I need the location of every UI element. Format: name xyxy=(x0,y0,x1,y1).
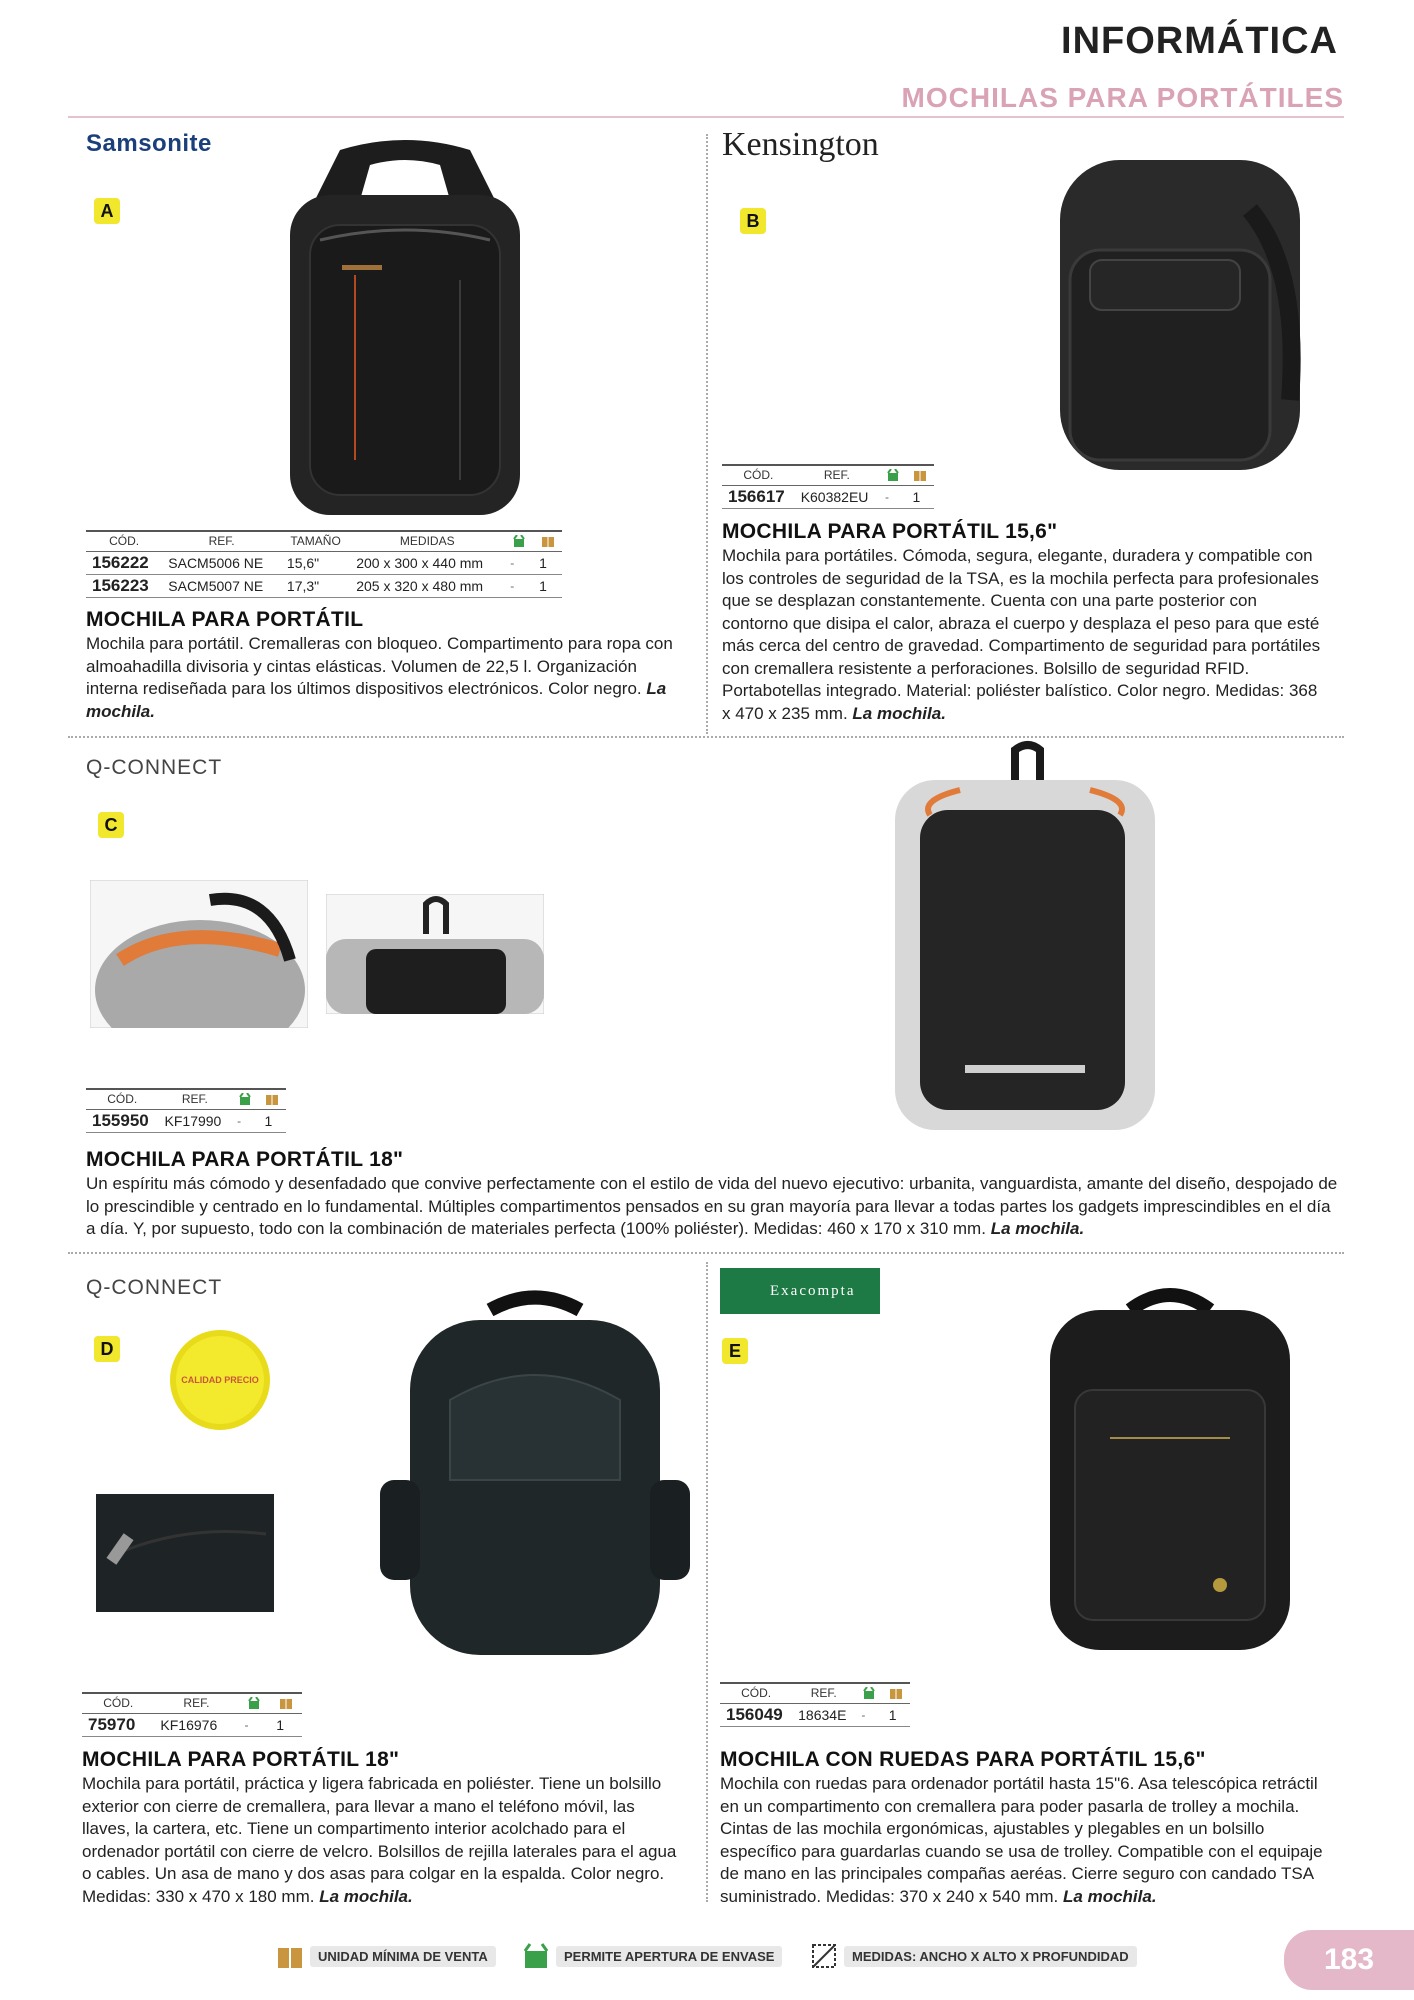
page-number: 183 xyxy=(1284,1930,1414,1990)
brand-logo-qconnect: Q-CONNECT xyxy=(86,756,223,779)
product-image-backpack-d xyxy=(380,1290,690,1660)
product-badge: E xyxy=(722,1338,748,1364)
table-row: 156049 18634E - 1 xyxy=(720,1703,910,1726)
product-description-b: Mochila para portátiles. Cómoda, segura, elegante, duradera y compatible con los controles de seguridad de la TSA, es la mochila perfecta para profesionales que se desplazan constantemente. Cuenta con una parte posterior con contorno que disipa el calor, abraza el cuerpo y desplaza el peso para que esté más cerca del centro de gravedad. Compartimento de seguridad para portátiles con cremallera resistente a perforaciones. Bolsillo de seguridad RFID. Portabotellas integrado. Material: poliéster balístico. Color negro. Medidas: 368 x 470 x 235 mm. La mochila. xyxy=(722,546,1321,723)
col-open-pack xyxy=(504,531,533,551)
col-size: TAMAÑO xyxy=(281,531,350,551)
product-title-c: MOCHILA PARA PORTÁTIL 18" xyxy=(86,1148,404,1171)
subcategory-title: MOCHILAS PARA PORTÁTILES xyxy=(901,82,1344,113)
header-divider xyxy=(68,116,1344,118)
box-icon xyxy=(541,535,555,548)
product-image-backpack-b xyxy=(1040,150,1320,470)
product-description-e: Mochila con ruedas para ordenador portátil hasta 15"6. Asa telescópica retráctil en un compartimento con cremallera para poder pasarla de trolley a mochila. Cintas de las mochila ergonómicas, ajustables y plegables en un bolsillo específico para guardarlas cuando se usa de trolley. Compatible con el equipaje de mano en las principales compañas aeréas. Cierre seguro con candado TSA suministrado. Medidas: 370 x 240 x 540 mm. La mochila. xyxy=(720,1774,1323,1906)
product-description-c: Un espíritu más cómodo y desenfadado que convive perfectamente con el estilo de vida del nuevo ejecutivo: urbanita, vanguardista, amante del diseño, despojado de lo prescindible y centrado en lo fundamental. Múltiples compartimentos pensados en su gran mayoría para llevar a todas partes los gadgets imprescindibles en el día a día. Y, por supuesto, todo con la combinación de materiales perfecta (100% poliéster). Medidas: 460 x 170 x 310 mm. La mochila. xyxy=(86,1174,1338,1238)
product-title-b: MOCHILA PARA PORTÁTIL 15,6" xyxy=(722,520,1058,543)
table-row: 156617 K60382EU - 1 xyxy=(722,485,934,508)
product-image-backpack-c xyxy=(880,740,1170,1140)
open-pack-icon xyxy=(886,469,900,482)
product-description-d: Mochila para portátil, práctica y ligera fabricada en poliéster. Tiene un bolsillo exterior con cierre de cremallera, para llevar a mano el teléfono móvil, las llaves, la cartera, etc. Tiene un compartimento interior acolchado para el ordenador portátil con cierre de velcro. Bolsillos de rejilla laterales para el agua o cables. Un asa de mano y dos asas para colgar en la espalda. Color negro. Medidas: 330 x 470 x 180 mm. La mochila. xyxy=(82,1774,677,1906)
product-badge: D xyxy=(94,1336,120,1362)
brand-logo-kensington: Kensington xyxy=(722,126,879,163)
box-icon xyxy=(265,1093,279,1106)
legend-open-pack: PERMITE APERTURA DE ENVASE xyxy=(522,1942,782,1970)
product-badge: A xyxy=(94,198,120,224)
column-divider xyxy=(706,1262,708,1902)
open-pack-icon xyxy=(512,535,526,548)
product-detail-image-c1 xyxy=(90,880,308,1028)
box-icon xyxy=(279,1697,293,1710)
product-table-b: CÓD. REF. 156617 K60382EU - 1 xyxy=(722,464,934,509)
quality-price-seal: CALIDAD PRECIO xyxy=(170,1330,270,1430)
product-table-a xyxy=(86,530,562,598)
col-min-unit xyxy=(533,531,562,551)
section-divider xyxy=(68,736,1344,738)
table-row: 155950 KF17990 - 1 xyxy=(86,1109,286,1132)
product-table-c: CÓD. REF. 155950 KF17990 - 1 xyxy=(86,1088,286,1133)
open-pack-icon xyxy=(522,1942,550,1970)
product-title-d: MOCHILA PARA PORTÁTIL 18" xyxy=(82,1748,400,1771)
open-pack-icon xyxy=(247,1697,261,1710)
section-divider xyxy=(68,1252,1344,1254)
product-badge: C xyxy=(98,812,124,838)
product-table-e: CÓD. REF. 156049 18634E - 1 xyxy=(720,1682,910,1727)
box-icon xyxy=(889,1687,903,1700)
table-row: 156223 SACM5007 NE 17,3" 205 x 320 x 480 mm - 1 xyxy=(86,574,562,597)
product-title-e: MOCHILA CON RUEDAS PARA PORTÁTIL 15,6" xyxy=(720,1748,1206,1771)
brand-logo-qconnect: Q-CONNECT xyxy=(86,1276,223,1299)
product-badge: B xyxy=(740,208,766,234)
product-detail-image-c2 xyxy=(326,894,544,1014)
product-description-a: Mochila para portátil. Cremalleras con bloqueo. Compartimento para ropa con almoahadilla divisoria y cintas elásticas. Volumen de 22,5 l. Organización interna rediseñada para los últimos dispositivos electrónicos. Color negro. La mochila. xyxy=(86,634,673,721)
column-divider xyxy=(706,134,708,734)
category-title: INFORMÁTICA xyxy=(1055,20,1344,63)
col-ref: REF. xyxy=(162,531,281,551)
col-code: CÓD. xyxy=(86,531,162,551)
product-table-d: CÓD. REF. 75970 KF16976 - 1 xyxy=(82,1692,302,1737)
box-icon xyxy=(276,1942,304,1970)
table-row: 75970 KF16976 - 1 xyxy=(82,1713,302,1736)
product-title-a: MOCHILA PARA PORTÁTIL xyxy=(86,608,364,631)
dimensions-icon xyxy=(810,1942,838,1970)
product-detail-image-d xyxy=(96,1494,274,1612)
table-row: 156222 SACM5006 NE 15,6" 200 x 300 x 440 mm - 1 xyxy=(86,551,562,574)
open-pack-icon xyxy=(238,1093,252,1106)
box-icon xyxy=(913,469,927,482)
col-measures: MEDIDAS xyxy=(350,531,504,551)
brand-logo-samsonite: Samsonite xyxy=(86,130,212,157)
open-pack-icon xyxy=(862,1687,876,1700)
product-image-backpack-e xyxy=(1020,1280,1320,1660)
legend-measures: MEDIDAS: ANCHO X ALTO X PROFUNDIDAD xyxy=(810,1942,1137,1970)
product-image-backpack-a xyxy=(280,140,530,515)
brand-logo-exacompta: Exacompta xyxy=(720,1268,880,1314)
legend-min-unit: UNIDAD MÍNIMA DE VENTA xyxy=(276,1942,496,1970)
